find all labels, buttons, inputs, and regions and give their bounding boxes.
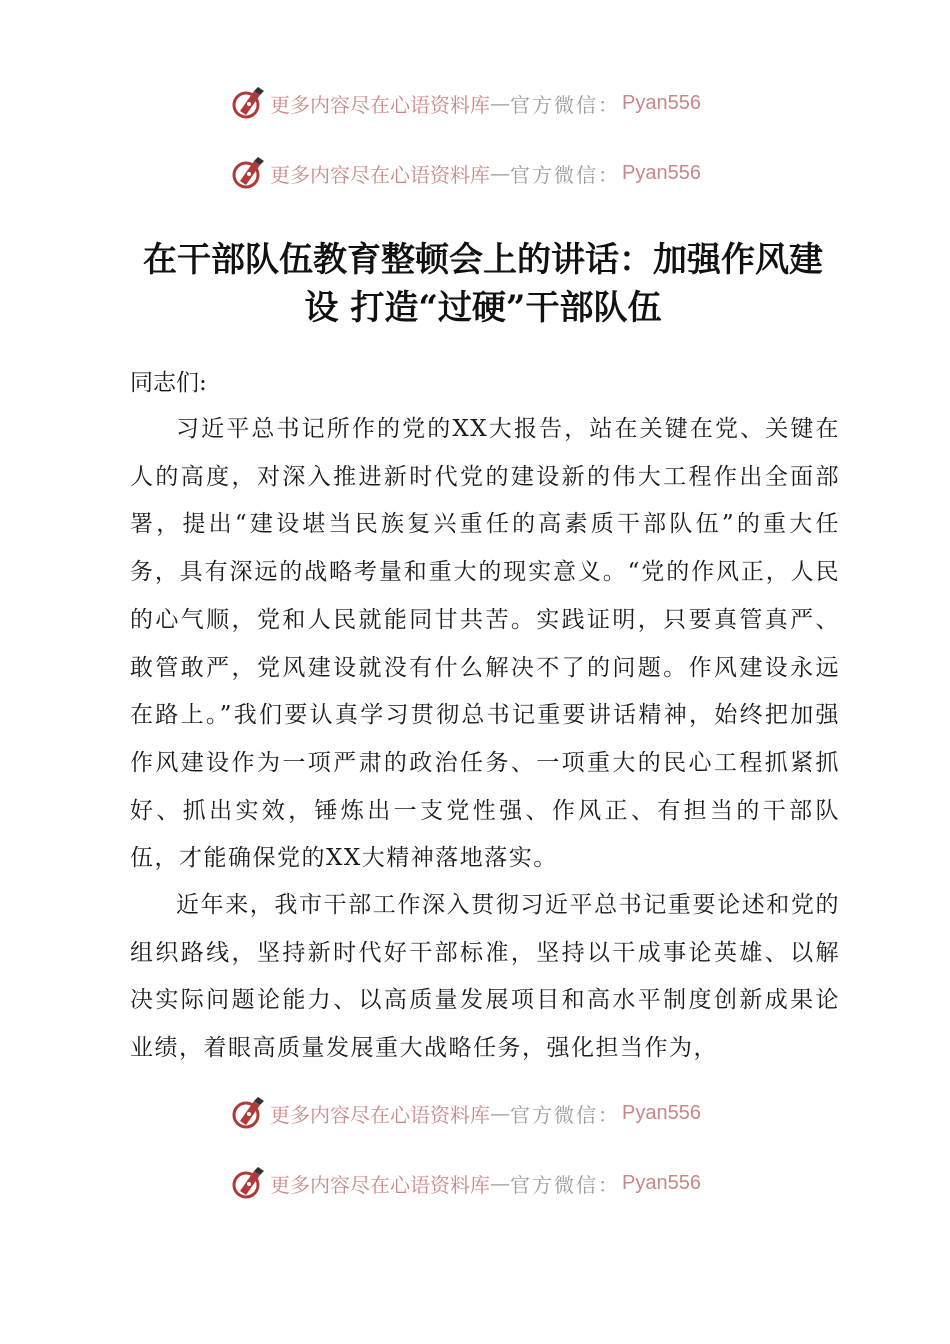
watermark-banner-bottom-2	[230, 1163, 750, 1203]
watermark-text: 更多内容尽在心语资料库	[270, 162, 490, 187]
watermark-banner-bottom-1	[230, 1093, 750, 1133]
watermark-wechat-id: Pyan556	[622, 1101, 701, 1124]
watermark-wechat-label: 官方微信：	[510, 1172, 620, 1197]
salutation: 同志们:	[130, 370, 207, 396]
watermark-separator: —	[490, 1101, 510, 1125]
watermark-wechat-label: 官方微信：	[510, 1102, 620, 1127]
watermark-wechat-id: Pyan556	[622, 1171, 701, 1194]
pen-nib-logo-icon	[230, 155, 266, 191]
watermark-wechat-label: 官方微信：	[510, 162, 620, 187]
watermark-wechat-label: 官方微信：	[510, 92, 620, 117]
watermark-text: 更多内容尽在心语资料库	[270, 92, 490, 117]
document-title-line-2: 设 打造“过硬”干部队伍	[304, 288, 662, 328]
document-title	[128, 236, 838, 332]
watermark-text: 更多内容尽在心语资料库	[270, 1172, 490, 1197]
watermark-text: 更多内容尽在心语资料库	[270, 1102, 490, 1127]
watermark-separator: —	[490, 91, 510, 115]
watermark-separator: —	[490, 161, 510, 185]
watermark-banner-top-2	[230, 153, 750, 193]
body-paragraph-2: 近年来，我市干部工作深入贯彻习近平总书记重要论述和党的组织路线，坚持新时代好干部标准，坚持以干成事论英雄、以解决实际问题论能力、以高质量发展项目和高水平制度创新成果论业绩，着眼高质量发展重大战略任务，强化担当作为，	[130, 892, 840, 1062]
pen-nib-logo-icon	[230, 1095, 266, 1131]
pen-nib-logo-icon	[230, 85, 266, 121]
pen-nib-logo-icon	[230, 1165, 266, 1201]
watermark-separator: —	[490, 1171, 510, 1195]
watermark-wechat-id: Pyan556	[622, 91, 701, 114]
document-title-line-1: 在干部队伍教育整顿会上的讲话：加强作风建	[143, 240, 823, 280]
watermark-banner-top-1	[230, 83, 750, 123]
watermark-wechat-id: Pyan556	[622, 161, 701, 184]
body-paragraph-1: 习近平总书记所作的党的XX大报告，站在关键在党、关键在人的高度，对深入推进新时代党的建设新的伟大工程作出全面部署，提出“建设堪当民族复兴重任的高素质干部队伍”的重大任务，具有深远的战略考量和重大的现实意义。“党的作风正，人民的心气顺，党和人民就能同甘共苦。实践证明，只要真管真严、敢管敢严，党风建设就没有什么解决不了的问题。作风建设永远在路上。”我们要认真学习贯彻总书记重要讲话精神，始终把加强作风建设作为一项严肃的政治任务、一项重大的民心工程抓紧抓好、抓出实效，锤炼出一支党性强、作风正、有担当的干部队伍，才能确保党的XX大精神落地落实。	[130, 416, 840, 872]
